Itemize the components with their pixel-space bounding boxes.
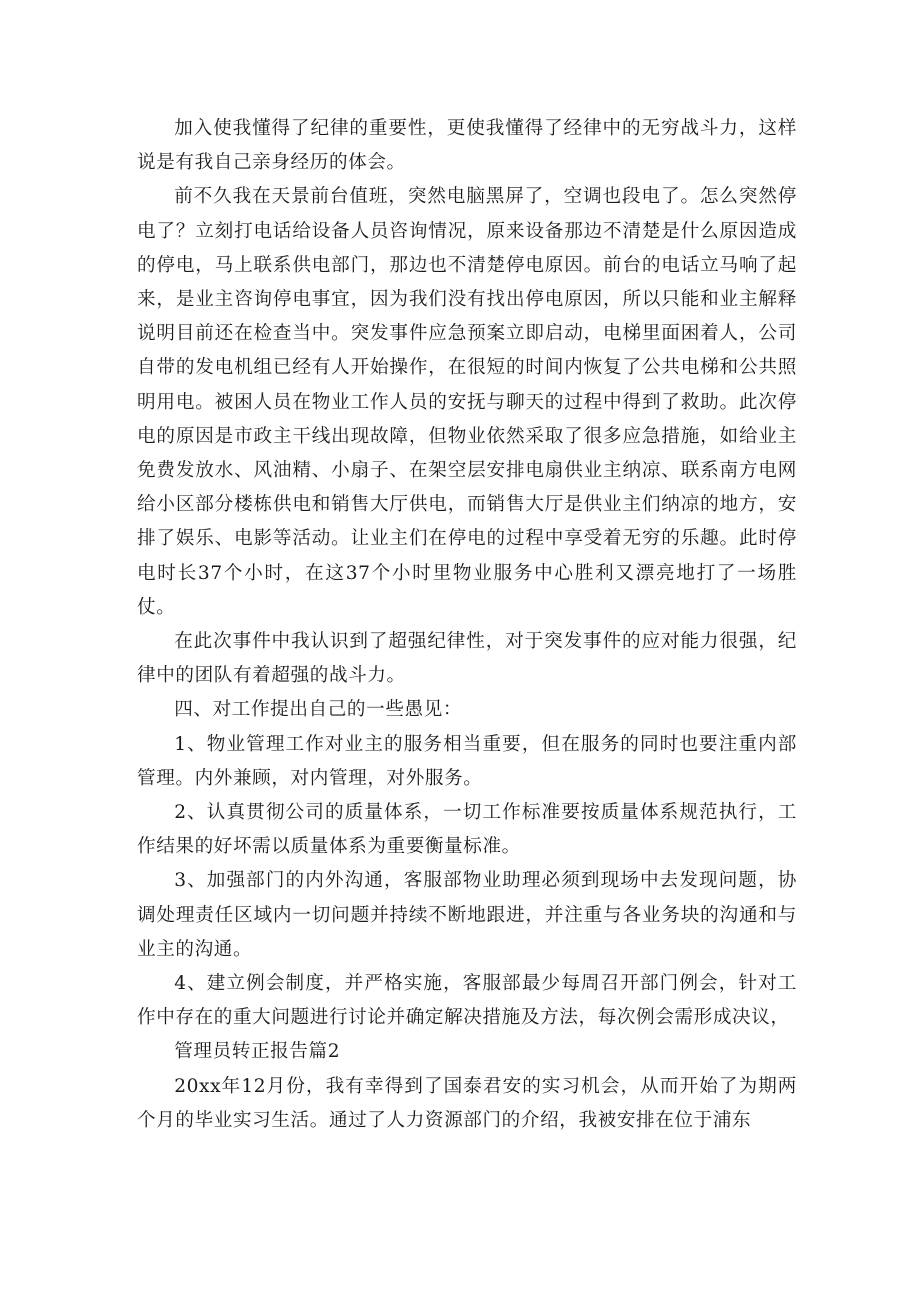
suggestion-item-4: 4、建立例会制度，并严格实施，客服部最少每周召开部门例会，针对工作中存在的重大问题进行讨论并确定解决措施及方法，每次例会需形成决议， (137, 973, 797, 1029)
paragraph-internship-intro: 20xx年12月份，我有幸得到了国泰君安的实习机会，从而开始了为期两个月的毕业实习生活。通过了人力资源部门的介绍，我被安排在位于浦东 (137, 1075, 797, 1131)
section-heading-suggestions: 四、对工作提出自己的一些愚见： (174, 699, 463, 721)
article-heading-part-2: 管理员转正报告篇2 (174, 1041, 341, 1063)
suggestion-item-1: 1、物业管理工作对业主的服务相当重要，但在服务的同时也要注重内部管理。内外兼顾，对内管理，对外服务。 (137, 733, 797, 789)
suggestion-item-2: 2、认真贯彻公司的质量体系，一切工作标准要按质量体系规范执行，工作结果的好坏需以质量体系为重要衡量标准。 (137, 802, 797, 858)
paragraph-discipline-intro: 加入使我懂得了纪律的重要性，更使我懂得了经律中的无穷战斗力，这样说是有我自己亲身经历的体会。 (137, 118, 797, 174)
document-page (137, 112, 797, 1138)
paragraph-lesson-learned: 在此次事件中我认识到了超强纪律性，对于突发事件的应对能力很强，纪律中的团队有着超强的战斗力。 (137, 631, 797, 687)
paragraph-power-outage-story: 前不久我在天景前台值班，突然电脑黑屏了，空调也段电了。怎么突然停电了？立刻打电话给设备人员咨询情况，原来设备那边不清楚是什么原因造成的停电，马上联系供电部门，那边也不清楚停电原因。前台的电话立马响了起来，是业主咨询停电事宜，因为我们没有找出停电原因，所以只能和业主解释说明目前还在检查当中。突发事件应急预案立即启动，电梯里面困着人，公司自带的发电机组已经有人开始操作，在很短的时间内恢复了公共电梯和公共照明用电。被困人员在物业工作人员的安抚与聊天的过程中得到了救助。此次停电的原因是市政主干线出现故障，但物业依然采取了很多应急措施，如给业主免费发放水、风油精、小扇子、在架空层安排电扇供业主纳凉、联系南方电网给小区部分楼栋供电和销售大厅供电，而销售大厅是供业主们纳凉的地方，安排了娱乐、电影等活动。让业主们在停电的过程中享受着无穷的乐趣。此时停电时长37个小时，在这37个小时里物业服务中心胜利又漂亮地打了一场胜仗。 (137, 186, 797, 618)
suggestion-item-3: 3、加强部门的内外沟通，客服部物业助理必须到现场中去发现问题，协调处理责任区域内一切问题并持续不断地跟进，并注重与各业务块的沟通和与业主的沟通。 (137, 870, 797, 960)
